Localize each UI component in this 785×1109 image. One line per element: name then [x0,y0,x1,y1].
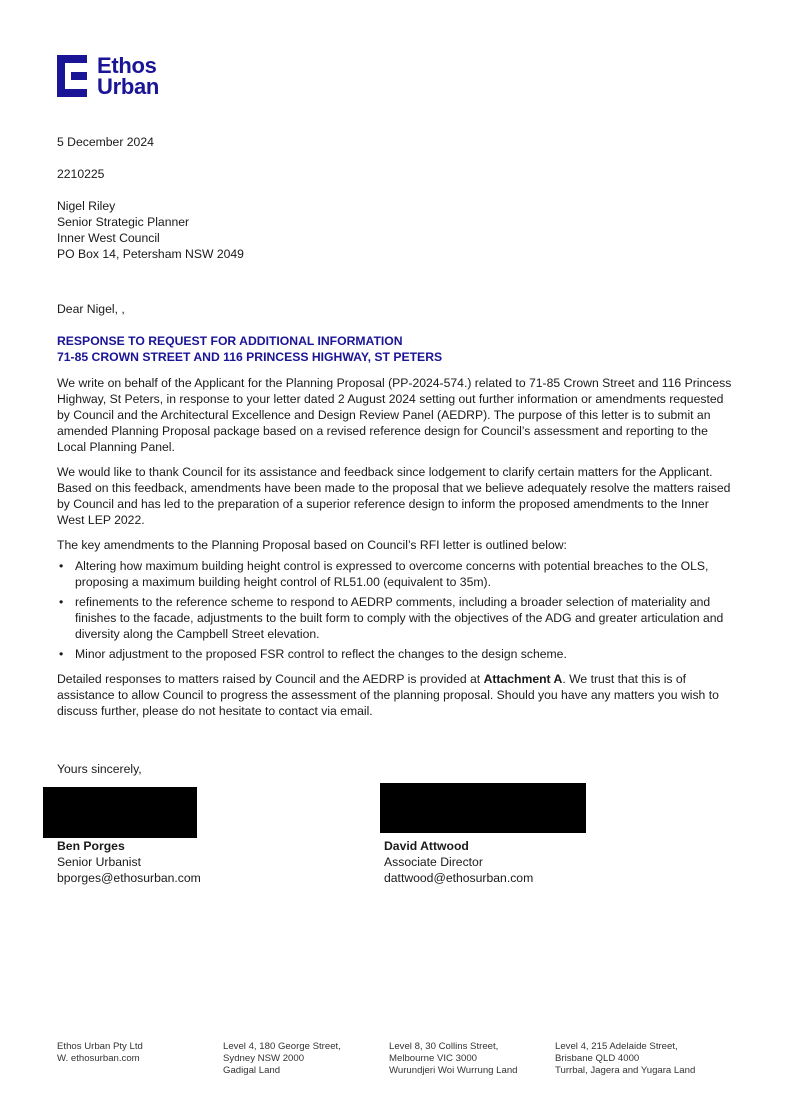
body-paragraph-3: The key amendments to the Planning Proposal based on Council’s RFI letter is outlined below: [57,538,567,552]
salutation: Dear Nigel, , [57,302,125,316]
footer-office-brisbane [555,1041,695,1077]
reference-number: 2210225 [57,167,105,181]
heading-line-1: RESPONSE TO REQUEST FOR ADDITIONAL INFORMATION [57,334,403,348]
signatory-title: Associate Director [384,855,483,869]
footer-line: Level 4, 180 George Street, [223,1041,341,1052]
heading-line-2: 71-85 CROWN STREET AND 116 PRINCESS HIGHWAY, ST PETERS [57,350,443,364]
logo-wordmark [97,55,159,97]
signatory-email[interactable]: bporges@ethosurban.com [57,871,201,885]
recipient-block [57,198,244,262]
body-paragraph-4 [57,671,737,719]
attachment-reference: Attachment A [483,672,563,686]
signatory-name: Ben Porges [57,839,125,853]
signatory-email[interactable]: dattwood@ethosurban.com [384,871,534,885]
recipient-organisation: Inner West Council [57,231,160,245]
footer-office-melbourne [389,1041,518,1077]
logo-line-2: Urban [97,74,160,99]
company-logo [57,55,159,97]
list-item: • refinements to the reference scheme to respond to AEDRP comments, including a broader selection of materiality and finishes to the facade, adjustments to the built form to comply with the objectives of the ADG and greater articulation and diversity along the Campbell Street elevation. [57,594,737,642]
paragraph-4-text-end: . We trust that this is of assistance to allow Council to progress the assessment of the planning proposal. Should you have any matters you wish to discuss further, please do not hesitate to contact via email. [57,672,719,718]
recipient-title: Senior Strategic Planner [57,215,190,229]
footer-line: Sydney NSW 2000 [223,1053,305,1064]
closing: Yours sincerely, [57,762,142,776]
ethos-logo-icon [57,55,87,97]
list-item: • Altering how maximum building height control is expressed to overcome concerns with potential breaches to the OLS, proposing a maximum building height control of RL51.00 (equivalent to 35m). [57,558,737,590]
letter-body [57,375,737,719]
footer-line: Turrbal, Jagera and Yugara Land [555,1065,696,1076]
footer-line: Wurundjeri Woi Wurrung Land [389,1065,518,1076]
amendments-list [57,558,737,662]
body-paragraph-2: We would like to thank Council for its assistance and feedback since lodgement to clarify certain matters for the Applicant. Based on this feedback, amendments have been made to the proposal that we believe adequately resolve the matters raised by Council and has led to the preparation of a superior reference design to inform the proposed amendments to the Inner West LEP 2022. [57,465,731,527]
footer-line: Ethos Urban Pty Ltd [57,1041,143,1052]
footer-line: Level 4, 215 Adelaide Street, [555,1041,678,1052]
signatory-block [57,838,201,886]
signatory-block [384,838,533,886]
recipient-address: PO Box 14, Petersham NSW 2049 [57,247,244,261]
footer-website[interactable]: W. ethosurban.com [57,1053,140,1064]
body-paragraph-1: We write on behalf of the Applicant for the Planning Proposal (PP-2024-574.) related to 71-85 Crown Street and 116 Princess Highway, St Peters, in response to your letter dated 2 August 2024 setting out further information or amendments requested by Council and the Architectural Excellence and Design Review Panel (AEDRP). The purpose of this letter is to submit an amended Planning Proposal package based on a revised reference design for Council’s assessment and reporting to the Local Planning Panel. [57,376,732,454]
signatory-title: Senior Urbanist [57,855,141,869]
logo-line-1: Ethos [97,53,157,78]
redacted-signature [380,783,586,833]
footer-company [57,1041,143,1065]
footer-line: Brisbane QLD 4000 [555,1053,640,1064]
letter-heading [57,333,442,365]
recipient-name: Nigel Riley [57,199,116,213]
footer-line: Gadigal Land [223,1065,281,1076]
footer-line: Level 8, 30 Collins Street, [389,1041,499,1052]
signatory-name: David Attwood [384,839,469,853]
letter-date: 5 December 2024 [57,135,154,149]
footer-line: Melbourne VIC 3000 [389,1053,477,1064]
list-item: • Minor adjustment to the proposed FSR control to reflect the changes to the design scheme. [57,646,737,662]
redacted-signature [43,787,197,838]
footer-office-sydney [223,1041,341,1077]
paragraph-4-text-start: Detailed responses to matters raised by Council and the AEDRP is provided at [57,672,484,686]
